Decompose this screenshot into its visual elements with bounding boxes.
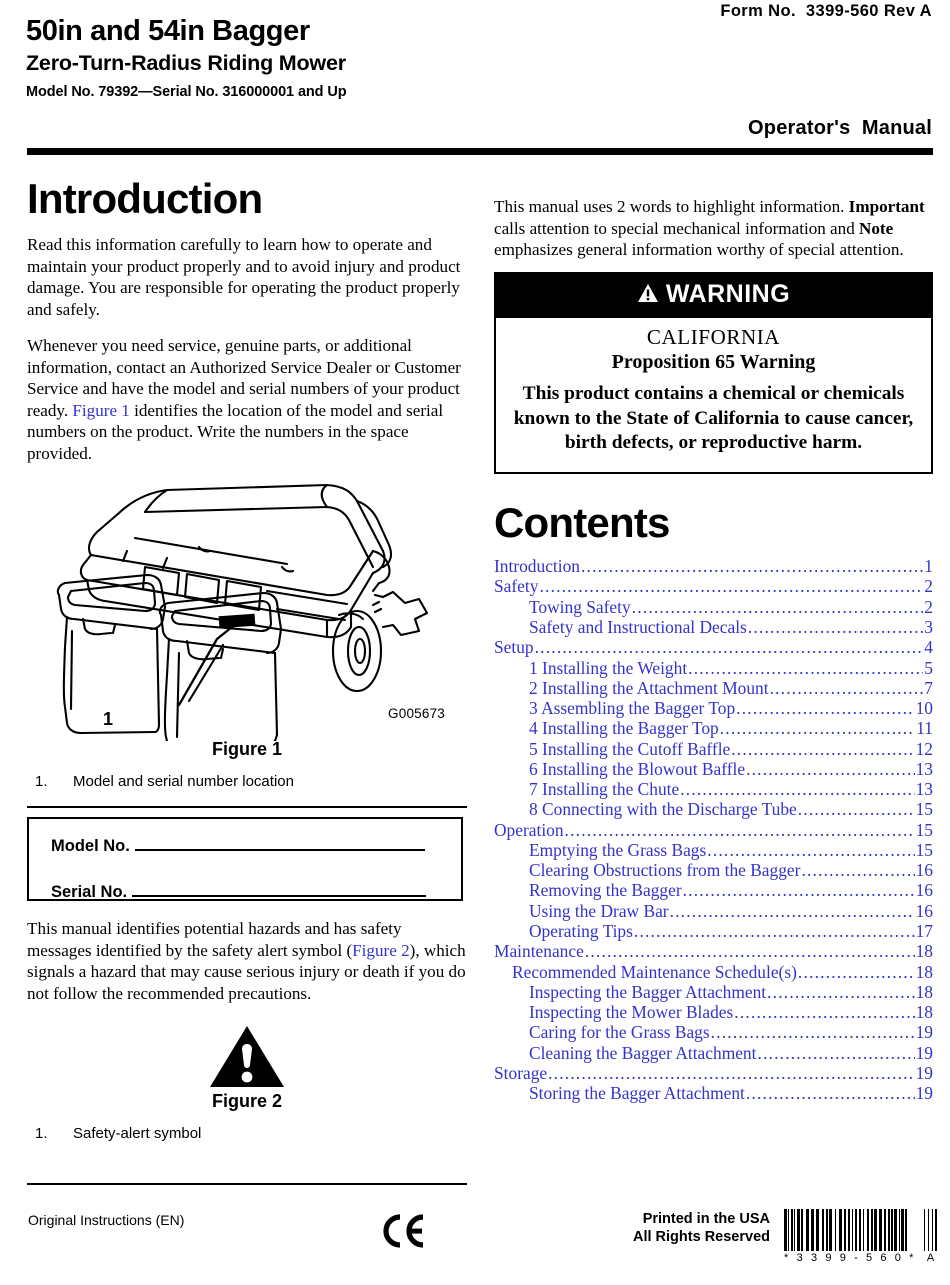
important-keyword: Important — [848, 197, 925, 216]
toc-entry-page: 19 — [915, 1042, 933, 1063]
toc-entry-label: 6 Installing the Blowout Baffle — [529, 758, 746, 779]
toc-entry-page: 19 — [915, 1062, 933, 1083]
toc-entry-page: 16 — [915, 880, 933, 901]
toc-entry-label: Setup — [494, 637, 534, 658]
toc-entry[interactable] — [494, 840, 933, 860]
footer-divider-rule — [27, 1183, 467, 1185]
toc-entry-page: 3 — [924, 617, 933, 638]
intro-p2-part-a: Whenever you need service, genuine parts, or additional information, contact an Authorized Service Dealer or Customer Service and have the model and serial numbers of your product ready. — [27, 336, 461, 420]
document-title: 50in and 54in Bagger — [26, 15, 310, 47]
figure-1-caption: Figure 1 — [211, 739, 282, 760]
toc-entry-page: 15 — [915, 799, 933, 820]
toc-dot-leader — [801, 860, 914, 880]
toc-entry-label: Cleaning the Bagger Attachment — [529, 1042, 757, 1063]
toc-entry-label: Using the Draw Bar — [529, 900, 669, 921]
toc-entry-page: 4 — [924, 637, 933, 658]
model-no-label: Model No. — [51, 837, 130, 856]
model-no-input[interactable] — [135, 835, 425, 851]
toc-entry[interactable] — [494, 962, 933, 982]
page-footer — [0, 1205, 950, 1285]
printed-line-2: All Rights Reserved — [633, 1229, 770, 1246]
header-divider-rule — [27, 148, 933, 155]
ce-mark-icon — [380, 1214, 426, 1253]
warning-header-bar — [496, 274, 931, 318]
toc-entry-label: Emptying the Grass Bags — [529, 839, 707, 860]
figure-1-graphic-code: G005673 — [388, 706, 445, 722]
toc-entry[interactable] — [494, 739, 933, 759]
figure-2-crossref-link[interactable]: Figure 2 — [352, 940, 410, 960]
toc-dot-leader — [711, 1022, 915, 1042]
barcode-alt-bars — [924, 1209, 937, 1251]
intro-p3-part-b: ), which signals a hazard that may cause serious injury or death if you do not follow the recommended precautions. — [27, 940, 466, 1003]
toc-entry-page: 15 — [915, 819, 933, 840]
page-title: Introduction — [27, 175, 263, 222]
toc-entry-page: 10 — [915, 698, 933, 719]
toc-entry[interactable] — [494, 678, 933, 698]
toc-dot-leader — [770, 678, 924, 698]
toc-entry-label: 5 Installing the Cutoff Baffle — [529, 738, 731, 759]
figure-1-crossref-link[interactable]: Figure 1 — [72, 400, 130, 420]
toc-dot-leader — [683, 880, 915, 900]
toc-dot-leader — [680, 779, 914, 799]
toc-dot-leader — [798, 799, 915, 819]
toc-dot-leader — [748, 617, 924, 637]
toc-entry-page: 2 — [924, 596, 933, 617]
toc-entry-label: Removing the Bagger — [529, 880, 682, 901]
toc-entry-label: 4 Installing the Bagger Top — [529, 718, 719, 739]
toc-entry[interactable] — [494, 941, 933, 961]
barcode-main-bars — [784, 1209, 916, 1251]
toc-entry-label: Safety and Instructional Decals — [529, 617, 747, 638]
toc-dot-leader — [734, 1002, 914, 1022]
toc-entry-label: Safety — [494, 576, 539, 597]
toc-entry-label: Maintenance — [494, 941, 584, 962]
toc-entry[interactable] — [494, 1083, 933, 1103]
toc-entry[interactable] — [494, 901, 933, 921]
serial-no-input[interactable] — [132, 881, 426, 897]
toc-entry-label: Introduction — [494, 556, 580, 577]
figure-2-legend — [27, 1125, 467, 1142]
toc-entry[interactable] — [494, 556, 933, 576]
figure-1-legend-number: 1. — [35, 773, 48, 791]
toc-entry-label: Inspecting the Bagger Attachment — [529, 981, 767, 1002]
warning-triangle-icon — [637, 281, 659, 310]
toc-entry-label: Operation — [494, 819, 564, 840]
intro-paragraph-3 — [27, 918, 467, 1004]
warning-line-california: CALIFORNIA — [646, 324, 781, 349]
title-block — [26, 16, 346, 100]
barcode-alt-text: A — [926, 1252, 935, 1264]
conventions-part-2: calls attention to special mechanical information and — [494, 218, 860, 238]
table-of-contents — [494, 556, 933, 1103]
model-box-top-rule — [27, 806, 467, 808]
toc-entry[interactable] — [494, 799, 933, 819]
toc-entry-page: 19 — [915, 1083, 933, 1104]
toc-dot-leader — [746, 759, 915, 779]
warning-line-proposition: Proposition 65 Warning — [611, 350, 816, 373]
toc-entry-label: Storage — [494, 1062, 548, 1083]
warning-label: WARNING — [665, 279, 791, 308]
note-keyword: Note — [859, 218, 894, 238]
toc-entry[interactable] — [494, 779, 933, 799]
printed-notice — [633, 1210, 770, 1246]
toc-entry[interactable] — [494, 1002, 933, 1022]
toc-entry[interactable] — [494, 759, 933, 779]
intro-paragraph-1: Read this information carefully to learn how to operate and maintain your product properly and to avoid injury and product damage. You are responsible for operating the product properly and safely. — [27, 235, 461, 319]
toc-entry[interactable] — [494, 718, 933, 738]
toc-dot-leader — [585, 941, 915, 961]
manual-conventions-paragraph — [494, 196, 933, 261]
toc-entry-page: 7 — [924, 677, 933, 698]
figure-2-illustration — [27, 1024, 467, 1112]
toc-entry-page: 15 — [915, 839, 933, 860]
intro-p2-part-b: identifies the location of the model and serial numbers on the product. Write the numbers in the space provided. — [27, 400, 444, 463]
toc-entry[interactable] — [494, 820, 933, 840]
toc-dot-leader — [632, 597, 924, 617]
toc-entry[interactable] — [494, 658, 933, 678]
toc-dot-leader — [634, 921, 915, 941]
toc-entry-page: 5 — [924, 657, 933, 678]
figure-1-legend-text: Model and serial number location — [73, 773, 294, 791]
toc-dot-leader — [670, 901, 915, 921]
toc-dot-leader — [736, 698, 914, 718]
toc-dot-leader — [798, 962, 915, 982]
toc-dot-leader — [539, 576, 923, 596]
conventions-part-1: This manual uses 2 words to highlight information. — [494, 197, 849, 216]
toc-entry-label: 8 Connecting with the Discharge Tube — [529, 799, 797, 820]
toc-entry[interactable] — [494, 576, 933, 596]
toc-entry[interactable] — [494, 1063, 933, 1083]
toc-entry[interactable] — [494, 1043, 933, 1063]
toc-dot-leader — [548, 1063, 914, 1083]
intro-p3-part-a: This manual identifies potential hazards and has safety messages identified by the safety alert symbol ( — [27, 919, 402, 960]
intro-paragraph-2 — [27, 335, 467, 464]
model-serial-line: Model No. 79392—Serial No. 316000001 and Up — [26, 84, 347, 101]
contents-heading: Contents — [494, 499, 670, 547]
toc-entry-page: 18 — [915, 1002, 933, 1023]
serial-decal-marker — [219, 614, 256, 628]
right-column — [494, 196, 933, 1103]
toc-entry-page: 11 — [916, 718, 933, 739]
toc-entry-label: Recommended Maintenance Schedule(s) — [512, 961, 797, 982]
warning-line-body: This product contains a chemical or chemicals known to the State of California to cause cancer, birth defects, or reproductive harm. — [513, 382, 914, 454]
toc-entry[interactable] — [494, 921, 933, 941]
toc-dot-leader — [535, 637, 924, 657]
toc-entry-page: 16 — [915, 860, 933, 881]
toc-entry-page: 1 — [924, 556, 933, 577]
figure-2-legend-number: 1. — [35, 1125, 48, 1143]
toc-entry[interactable] — [494, 860, 933, 880]
toc-dot-leader — [767, 982, 914, 1002]
figure-2-caption: Figure 2 — [211, 1091, 282, 1112]
toc-entry-label: 2 Installing the Attachment Mount — [529, 677, 769, 698]
toc-entry[interactable] — [494, 982, 933, 1002]
toc-entry[interactable] — [494, 597, 933, 617]
conventions-part-3: emphasizes general information worthy of special attention. — [494, 240, 904, 260]
toc-dot-leader — [731, 739, 914, 759]
barcode-area — [784, 1209, 937, 1264]
barcode-main — [784, 1209, 916, 1264]
toc-entry-label: 7 Installing the Chute — [529, 779, 680, 800]
toc-dot-leader — [746, 1083, 915, 1103]
barcode-main-text: * 3 3 9 9 - 5 6 0 * — [784, 1252, 916, 1264]
toc-dot-leader — [565, 820, 915, 840]
serial-no-label: Serial No. — [51, 883, 128, 902]
toc-entry[interactable] — [494, 698, 933, 718]
toc-dot-leader — [757, 1043, 914, 1063]
toc-entry[interactable] — [494, 1022, 933, 1042]
printed-line-1: Printed in the USA — [642, 1211, 770, 1227]
left-column — [27, 175, 467, 1143]
toc-entry-label: Clearing Obstructions from the Bagger — [529, 860, 801, 881]
toc-entry-page: 19 — [915, 1022, 933, 1043]
toc-entry-page: 16 — [915, 900, 933, 921]
figure-1-illustration — [27, 479, 467, 741]
barcode-alt — [924, 1209, 937, 1264]
warning-body — [496, 318, 931, 473]
model-no-row — [51, 835, 425, 856]
toc-entry-label: Inspecting the Mower Blades — [529, 1002, 734, 1023]
toc-entry-page: 18 — [915, 961, 933, 982]
toc-entry-label: 3 Assembling the Bagger Top — [529, 698, 736, 719]
toc-entry[interactable] — [494, 617, 933, 637]
toc-entry-label: Caring for the Grass Bags — [529, 1022, 710, 1043]
toc-dot-leader — [707, 840, 914, 860]
safety-alert-symbol-icon — [209, 1024, 285, 1090]
manual-type-label: Operator's Manual — [748, 117, 932, 139]
figure-1-legend — [27, 773, 467, 790]
toc-entry-page: 2 — [924, 576, 933, 597]
serial-no-row — [51, 881, 426, 902]
figure-1-callout-1: 1 — [103, 709, 114, 730]
figure-2-legend-text: Safety-alert symbol — [73, 1125, 202, 1143]
original-instructions-label: Original Instructions (EN) — [28, 1212, 185, 1228]
bagger-line-drawing — [27, 479, 467, 741]
toc-entry-label: 1 Installing the Weight — [529, 657, 688, 678]
toc-entry-page: 13 — [915, 758, 933, 779]
toc-entry-page: 18 — [915, 981, 933, 1002]
toc-entry-page: 17 — [915, 921, 933, 941]
document-subtitle: Zero-Turn-Radius Riding Mower — [26, 51, 346, 76]
toc-dot-leader — [720, 718, 916, 738]
toc-entry-label: Storing the Bagger Attachment — [529, 1083, 745, 1104]
toc-entry-page: 12 — [915, 738, 933, 759]
toc-entry-page: 13 — [915, 779, 933, 800]
toc-dot-leader — [581, 556, 923, 576]
toc-entry-label: Operating Tips — [529, 921, 633, 941]
toc-entry-page: 18 — [915, 941, 933, 962]
model-serial-entry-box — [27, 817, 463, 901]
toc-dot-leader — [688, 658, 923, 678]
toc-entry[interactable] — [494, 880, 933, 900]
toc-entry[interactable] — [494, 637, 933, 657]
california-prop-65-warning-box — [494, 272, 933, 475]
form-number: Form No. 3399-560 Rev A — [720, 2, 932, 20]
toc-entry-label: Towing Safety — [529, 596, 631, 617]
